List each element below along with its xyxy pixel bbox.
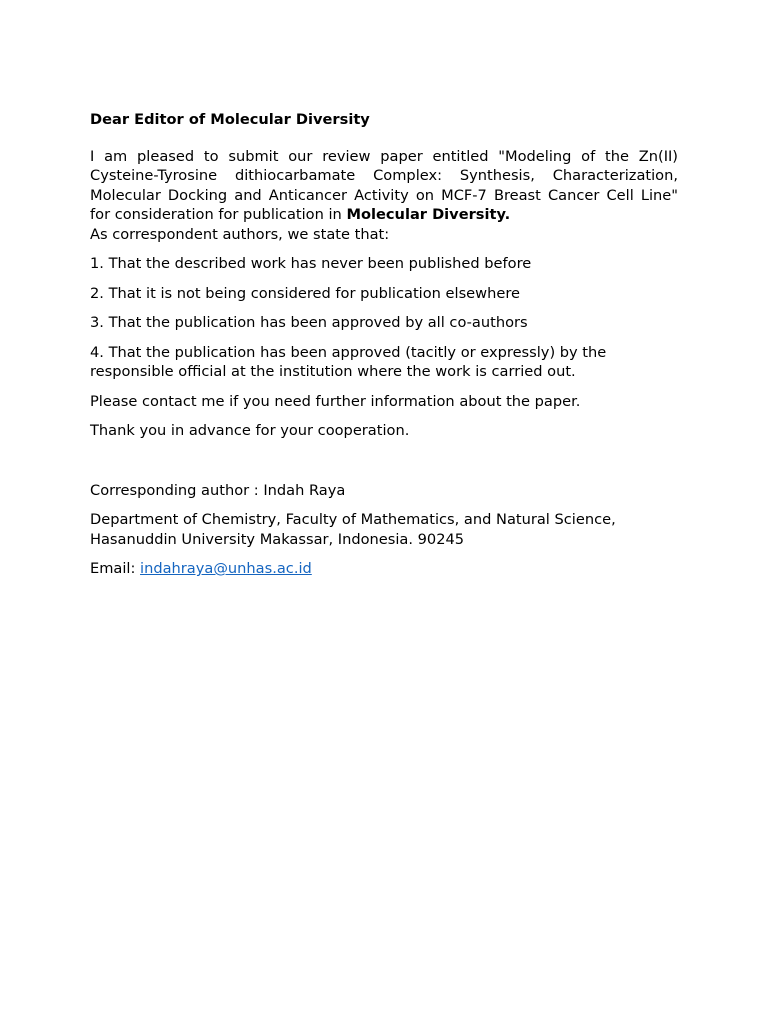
corresponding-author: Corresponding author : Indah Raya [90, 481, 346, 499]
intro-line: Molecular Docking and Anticancer Activity on MCF-7 Breast Cancer Cell Line" [90, 186, 678, 204]
department-line: Hasanuddin University Makassar, Indonesia. 90245 [90, 530, 465, 548]
letter-body [90, 110, 678, 579]
statement-item: 1. That the described work has never been published before [90, 255, 532, 272]
statement-item: 3. That the publication has been approved by all co-authors [90, 314, 528, 331]
letter-greeting: Dear Editor of Molecular Diversity [90, 111, 370, 128]
email-line [90, 559, 678, 579]
intro-paragraph [90, 147, 678, 225]
contact-request: Please contact me if you need further information about the paper. [90, 392, 581, 410]
email-label: Email: [90, 560, 141, 577]
thanks-line: Thank you in advance for your cooperation. [90, 422, 410, 439]
department-address [90, 510, 678, 549]
intro-line: I am pleased to submit our review paper entitled "Modeling of the Zn(II) [90, 147, 678, 165]
intro-line: Cysteine-Tyrosine dithiocarbamate Complex: Synthesis, Characterization, [90, 167, 678, 184]
email-link[interactable]: indahraya@unhas.ac.id [140, 560, 312, 577]
statement-item: 4. That the publication has been approved (tacitly or expressly) by the responsible official at the institution where the work is carried out. [90, 343, 607, 380]
department-line: Department of Chemistry, Faculty of Mathematics, and Natural Science, [90, 511, 616, 528]
intro-prefix: for consideration for publication in [90, 206, 347, 223]
intro-line [90, 205, 678, 225]
statement-item: 2. That it is not being considered for publication elsewhere [90, 284, 520, 302]
statement-intro: As correspondent authors, we state that: [90, 225, 390, 243]
journal-name: Molecular Diversity. [346, 206, 511, 223]
